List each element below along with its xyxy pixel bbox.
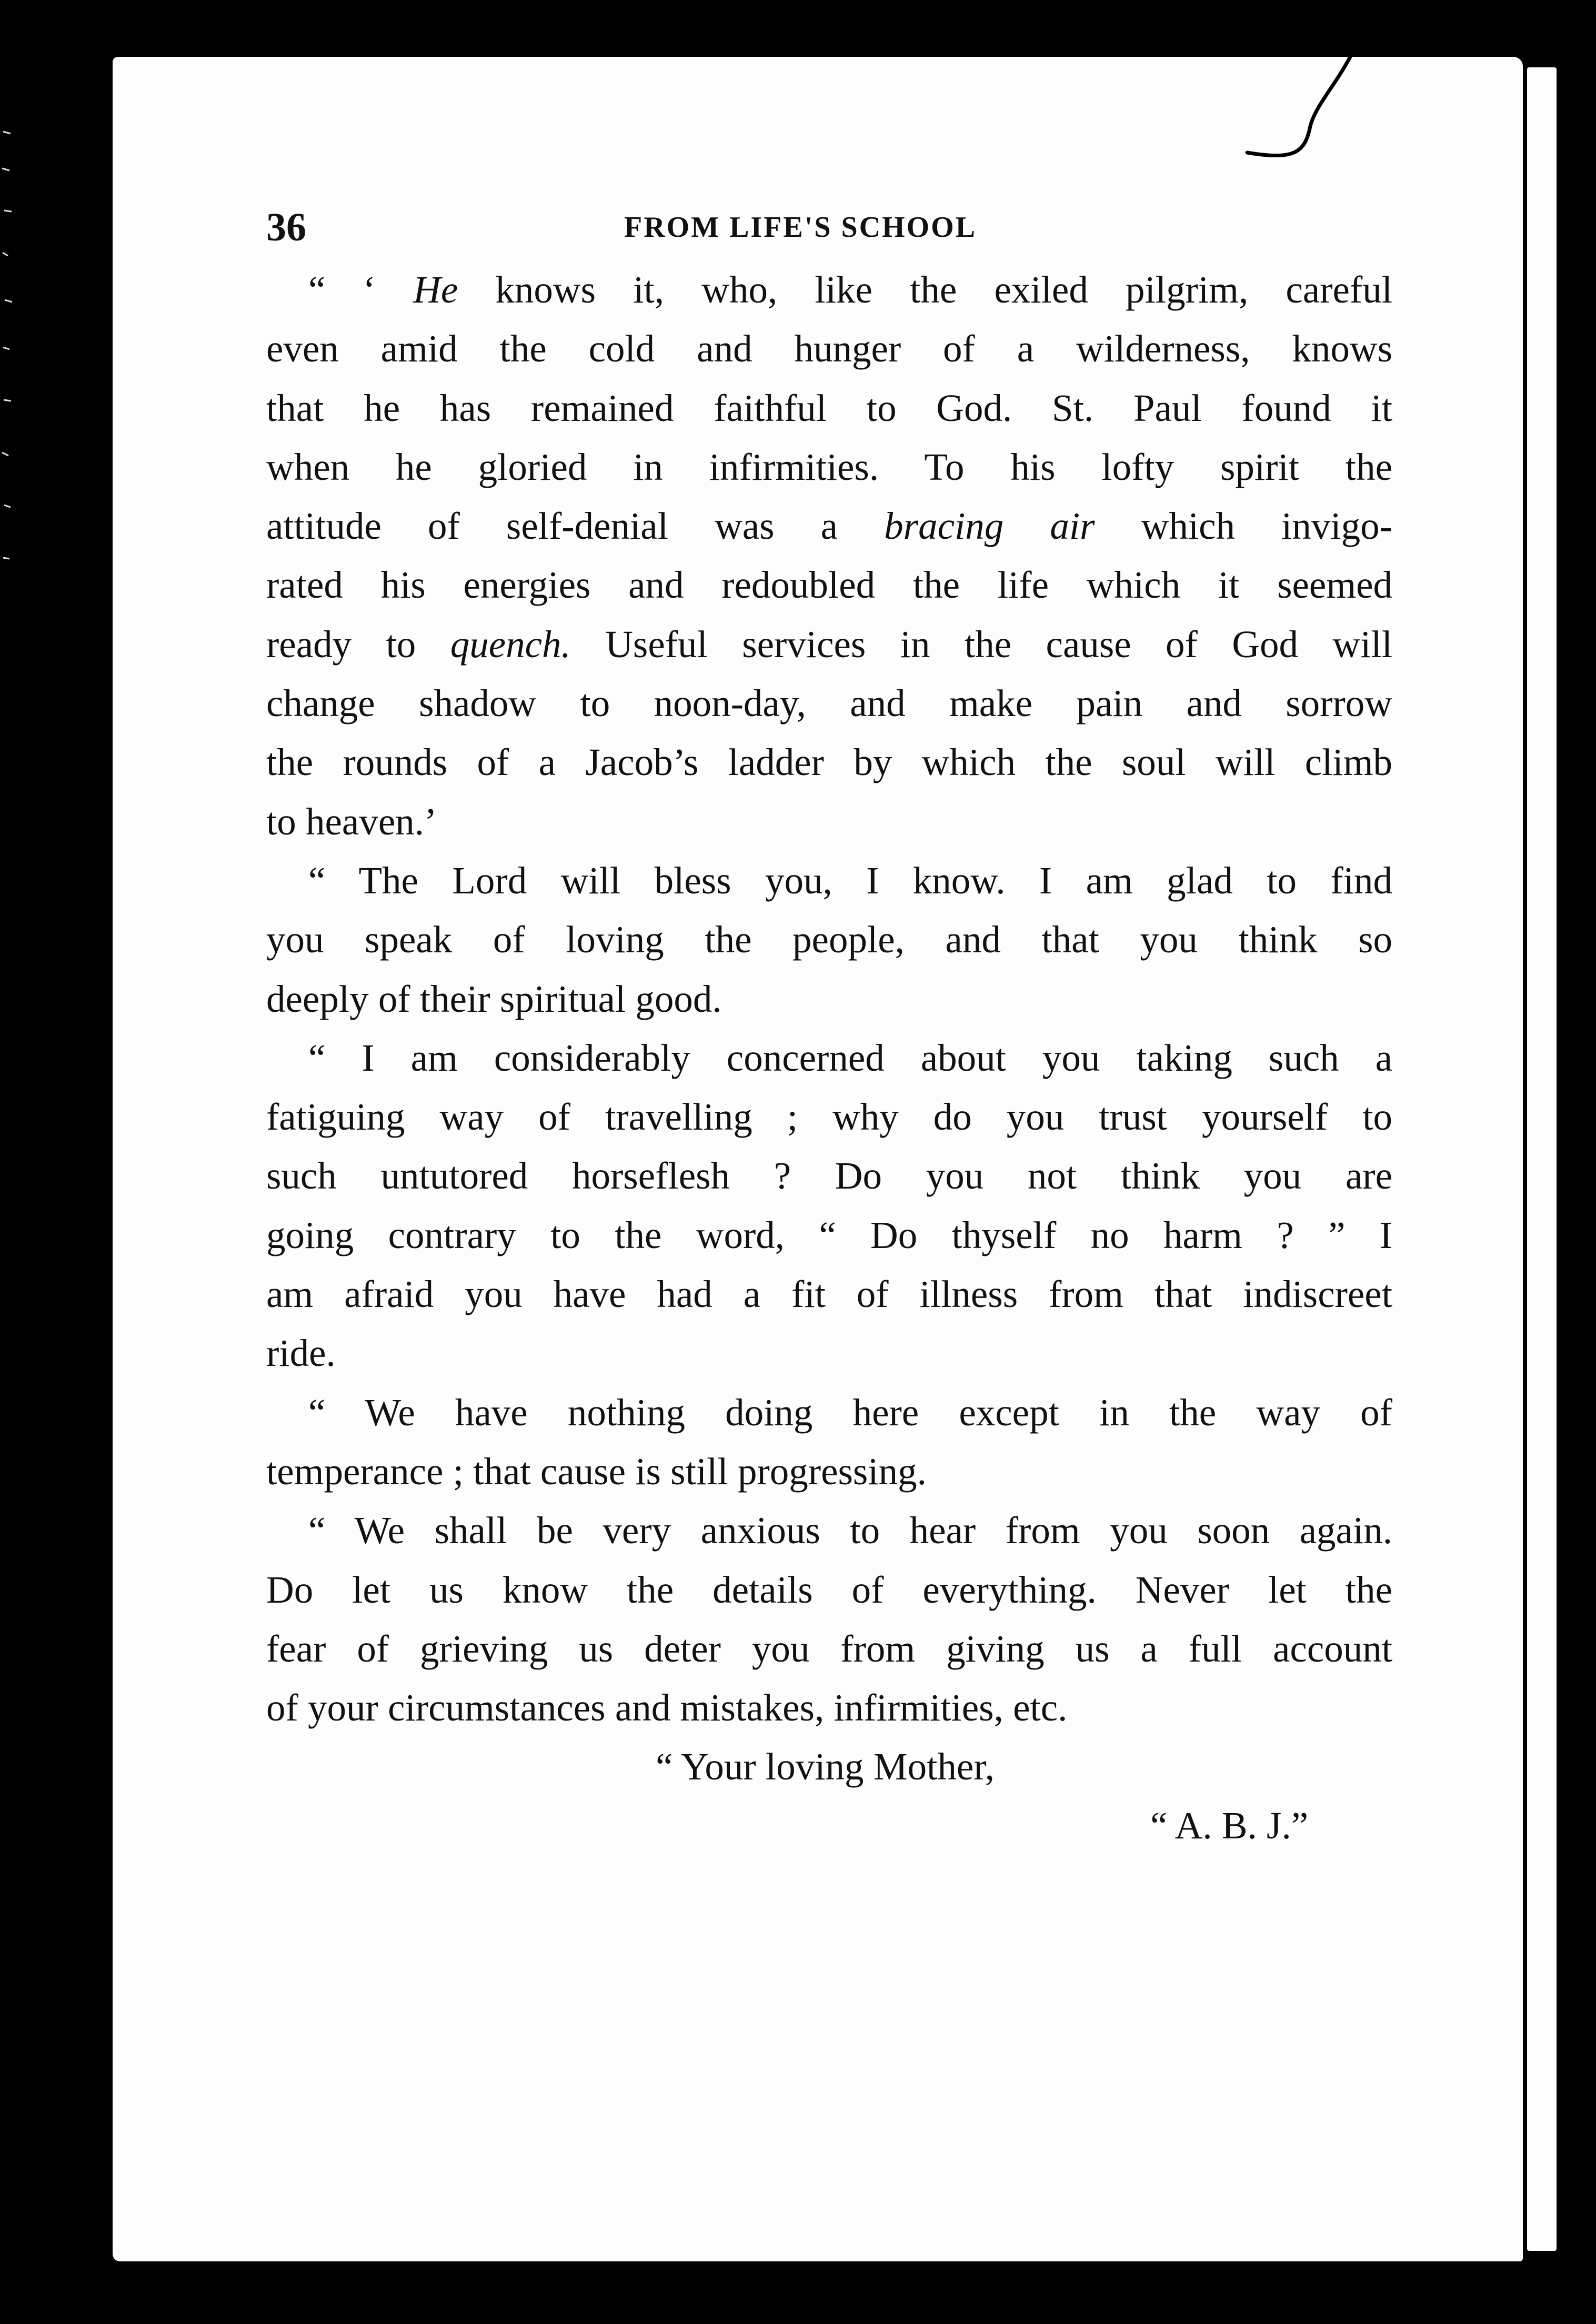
- text-line: am afraid you have had a fit of illness from that indiscreet: [266, 1273, 1392, 1316]
- text-line: “ We shall be very anxious to hear from you soon again.: [308, 1509, 1392, 1552]
- text-line: such untutored horseflesh ? Do you not think you are: [266, 1154, 1392, 1198]
- text-line: the rounds of a Jacob’s ladder by which the soul will climb: [266, 741, 1392, 784]
- text-line: fear of grieving us deter you from giving us a full account: [266, 1627, 1392, 1670]
- text-line: ready to quench. Useful services in the cause of God will: [266, 622, 1392, 666]
- text-line: even amid the cold and hunger of a wilderness, knows: [266, 327, 1392, 370]
- page-header: [266, 195, 1392, 260]
- paragraph: [266, 1029, 1392, 1383]
- paragraph: [266, 1501, 1392, 1737]
- text-line: temperance ; that cause is still progressing.: [266, 1450, 927, 1493]
- paragraph: [266, 1383, 1392, 1502]
- text-line: ride.: [266, 1332, 336, 1375]
- valediction: “ Your loving Mother,: [656, 1745, 995, 1788]
- text-line: attitude of self-denial was a bracing air which invigo-: [266, 505, 1392, 548]
- text-line: when he gloried in infirmities. To his lofty spirit the: [266, 445, 1392, 488]
- text-line: fatiguing way of travelling ; why do you trust yourself to: [266, 1095, 1392, 1139]
- binding-edge-marks: [0, 126, 14, 600]
- text-line: change shadow to noon-day, and make pain and sorrow: [266, 682, 1392, 725]
- paragraph: [266, 260, 1392, 851]
- text-line: Do let us know the details of everything. Never let the: [266, 1568, 1392, 1611]
- text-line: deeply of their spiritual good.: [266, 977, 722, 1020]
- page-text: [266, 195, 1392, 1855]
- text-line: that he has remained faithful to God. St. Paul found it: [266, 386, 1392, 429]
- text-line: “ The Lord will bless you, I know. I am glad to find: [308, 859, 1392, 902]
- text-line: of your circumstances and mistakes, infirmities, etc.: [266, 1686, 1068, 1729]
- letter-body: [266, 260, 1392, 1737]
- text-line: to heaven.’: [266, 800, 437, 843]
- italic-phrase: quench.: [450, 622, 571, 666]
- running-title: FROM LIFE'S SCHOOL: [624, 211, 977, 244]
- italic-phrase: bracing air: [884, 505, 1095, 548]
- text-line: going contrary to the word, “ Do thyself no harm ? ” I: [266, 1213, 1392, 1256]
- text-line: “ We have nothing doing here except in the way of: [308, 1391, 1392, 1434]
- page-number: 36: [266, 205, 306, 249]
- text-line: “ ‘ He knows it, who, like the exiled pilgrim, careful: [308, 268, 1392, 311]
- text-line: “ I am considerably concerned about you taking such a: [308, 1036, 1392, 1079]
- text-line: you speak of loving the people, and that you think so: [266, 918, 1392, 961]
- text-line: rated his energies and redoubled the life which it seemed: [266, 564, 1392, 607]
- paragraph: [266, 851, 1392, 1029]
- adjacent-page-edge: [1527, 67, 1557, 2251]
- italic-phrase: He: [413, 268, 458, 311]
- signature-initials: “ A. B. J.”: [1150, 1804, 1309, 1847]
- ink-flourish-mark: [1231, 47, 1368, 168]
